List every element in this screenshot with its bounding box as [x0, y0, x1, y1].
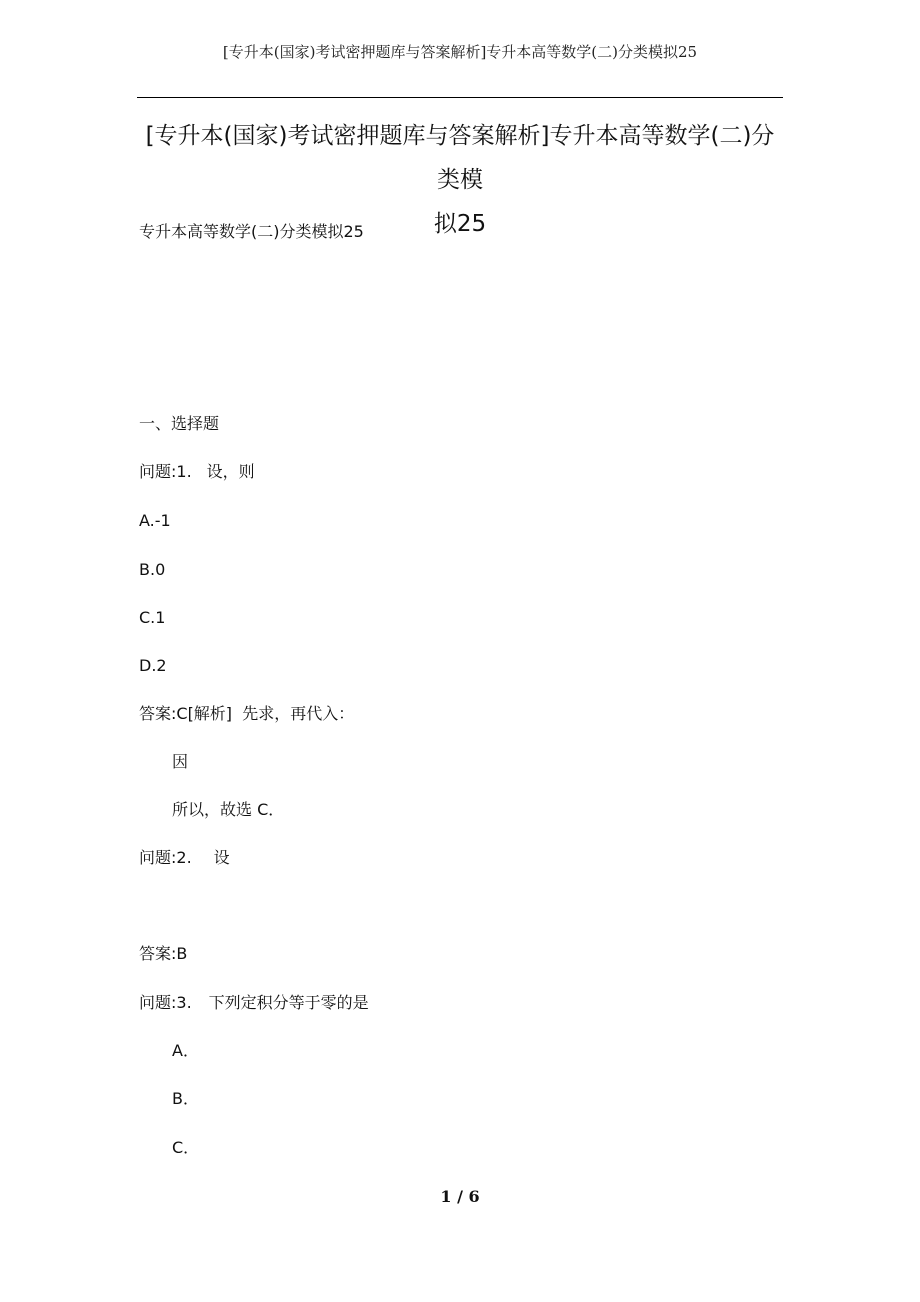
question-2-text: 设 — [213, 848, 230, 867]
question-1-option-b: B.0 — [139, 560, 166, 579]
question-3-label: 问题:3. — [139, 993, 192, 1012]
question-3-option-a: A． — [172, 1041, 199, 1060]
running-header: [专升本(国家)考试密押题库与答案解析]专升本高等数学(二)分类模拟25 — [222, 43, 698, 61]
question-1-option-a: A.-1 — [139, 511, 171, 530]
question-1-label: 问题:1. — [139, 462, 192, 481]
question-1-explanation-line-2: 所以，故选 C． — [172, 800, 285, 819]
question-1-explanation-line-1: 因 — [172, 752, 189, 771]
question-1-answer: 答案:C[解析] 先求，再代入： — [139, 704, 355, 723]
document-subtitle: 专升本高等数学(二)分类模拟25 — [139, 222, 364, 241]
question-3 — [139, 992, 369, 1014]
document-title-line-1: [专升本(国家)考试密押题库与答案解析]专升本高等数学(二)分类模 — [145, 123, 775, 193]
document-title-line-2: 拟25 — [433, 211, 487, 237]
question-1-option-d: D.2 — [139, 656, 167, 675]
question-3-text: 下列定积分等于零的是 — [208, 993, 369, 1012]
question-3-option-b: B． — [172, 1089, 199, 1108]
section-heading: 一、选择题 — [139, 414, 220, 433]
page-number: 1 / 6 — [440, 1187, 480, 1206]
question-1-text: 设，则 — [206, 462, 255, 481]
question-2 — [139, 847, 230, 869]
question-1-option-c: C.1 — [139, 608, 166, 627]
header-divider — [137, 97, 783, 98]
question-2-answer: 答案:B — [139, 944, 188, 963]
question-1 — [139, 461, 255, 483]
question-3-option-c: C． — [172, 1138, 200, 1157]
question-2-label: 问题:2. — [139, 848, 192, 867]
